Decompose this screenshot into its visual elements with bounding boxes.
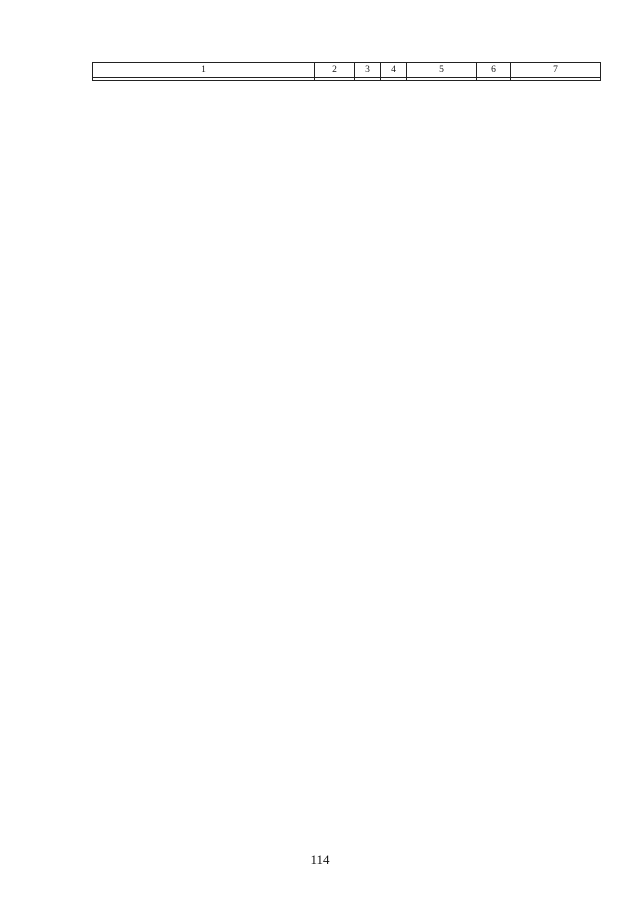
table-row bbox=[93, 78, 601, 81]
header-col-6: 6 bbox=[477, 63, 511, 78]
header-col-1: 1 bbox=[93, 63, 315, 78]
budget-table-sheet bbox=[92, 62, 600, 81]
row-section-cell bbox=[355, 78, 381, 81]
table-header-row bbox=[93, 63, 601, 78]
row-amount-cell bbox=[511, 78, 601, 81]
row-target-article-cell bbox=[407, 78, 477, 81]
row-name-cell bbox=[93, 78, 315, 81]
table-body bbox=[93, 78, 601, 81]
header-col-3: 3 bbox=[355, 63, 381, 78]
row-subsection-cell bbox=[381, 78, 407, 81]
header-col-4: 4 bbox=[381, 63, 407, 78]
header-col-5: 5 bbox=[407, 63, 477, 78]
row-expense-type-cell bbox=[477, 78, 511, 81]
budget-table bbox=[92, 62, 601, 81]
row-ministry-code-cell bbox=[315, 78, 355, 81]
header-col-7: 7 bbox=[511, 63, 601, 78]
page-number: 114 bbox=[310, 852, 330, 867]
header-col-2: 2 bbox=[315, 63, 355, 78]
